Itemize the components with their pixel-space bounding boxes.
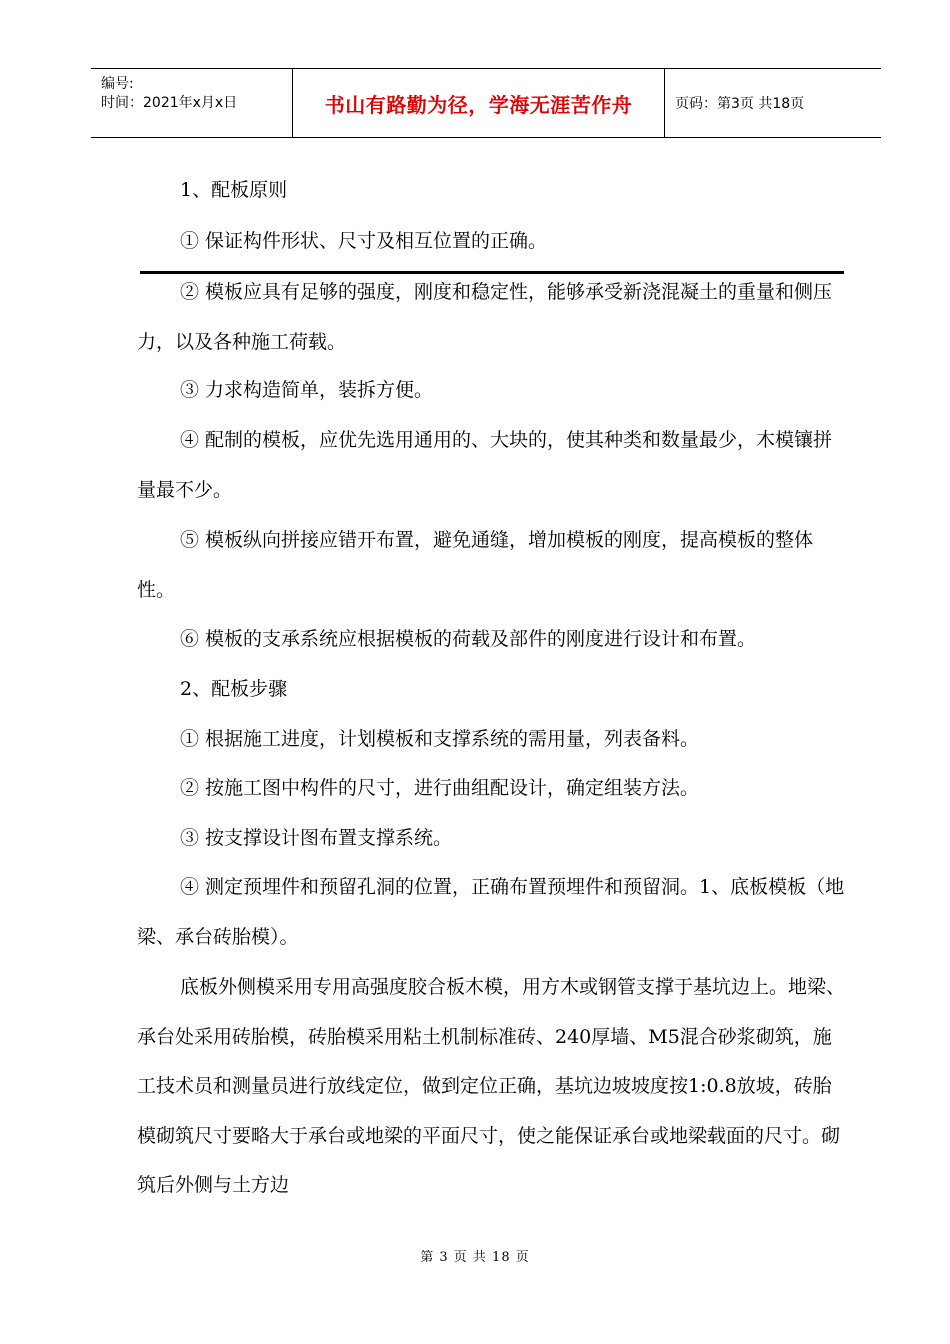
paragraph-principle-4: ④ 配制的模板，应优先选用通用的、大块的，使其种类和数量最少，木模镶拼量最不少。: [137, 429, 833, 501]
header-motto: 书山有路勤为径，学海无涯苦作舟: [324, 92, 633, 117]
document-time: 时间：2021年x月x日: [101, 95, 238, 111]
section-heading-steps: 2、配板步骤: [180, 678, 288, 700]
paragraph-step-4: ④ 测定预埋件和预留孔洞的位置，正确布置预埋件和预留洞。1、底板模板（地梁、承台砖胎模）。: [137, 876, 845, 948]
paragraph-principle-1: ① 保证构件形状、尺寸及相互位置的正确。: [180, 230, 548, 252]
section-heading-principles: 1、配板原则: [180, 179, 288, 201]
header-page-info: 页码：第3页 共18页: [675, 96, 805, 112]
paragraph-step-2: ② 按施工图中构件的尺寸，进行曲组配设计，确定组装方法。: [180, 777, 700, 799]
paragraph-step-3: ③ 按支撑设计图布置支撑系统。: [180, 827, 453, 849]
paragraph-step-1: ① 根据施工进度，计划模板和支撑系统的需用量，列表备料。: [180, 728, 700, 750]
paragraph-principle-3: ③ 力求构造简单，装拆方便。: [180, 379, 434, 401]
paragraph-principle-6: ⑥ 模板的支承系统应根据模板的荷载及部件的刚度进行设计和布置。: [180, 628, 757, 650]
paragraph-principle-2: ② 模板应具有足够的强度，刚度和稳定性，能够承受新浇混凝土的重量和侧压力，以及各种施工荷载。: [137, 281, 833, 353]
page-footer: 第 3 页 共 18 页: [420, 1250, 530, 1265]
header-meta: [91, 69, 293, 137]
page-header: [91, 68, 881, 138]
paragraph-principle-5: ⑤ 模板纵向拼接应错开布置，避免通缝，增加模板的刚度，提高模板的整体性。: [137, 529, 814, 601]
document-number-label: 编号:: [101, 76, 134, 92]
paragraph-foundation-formwork: 底板外侧模采用专用高强度胶合板木模，用方木或钢管支撑于基坑边上。地梁、承台处采用砖胎模，砖胎模采用粘土机制标准砖、240厚墙、M5混合砂浆砌筑，施工技术员和测量员进行放线定位，做到定位正确，基坑边坡坡度按1:0.8放坡，砖胎模砌筑尺寸要略大于承台或地梁的平面尺寸，使之能保证承台或地梁载面的尺寸。砌筑后外侧与土方边: [137, 976, 846, 1196]
header-motto-cell: [293, 69, 665, 137]
